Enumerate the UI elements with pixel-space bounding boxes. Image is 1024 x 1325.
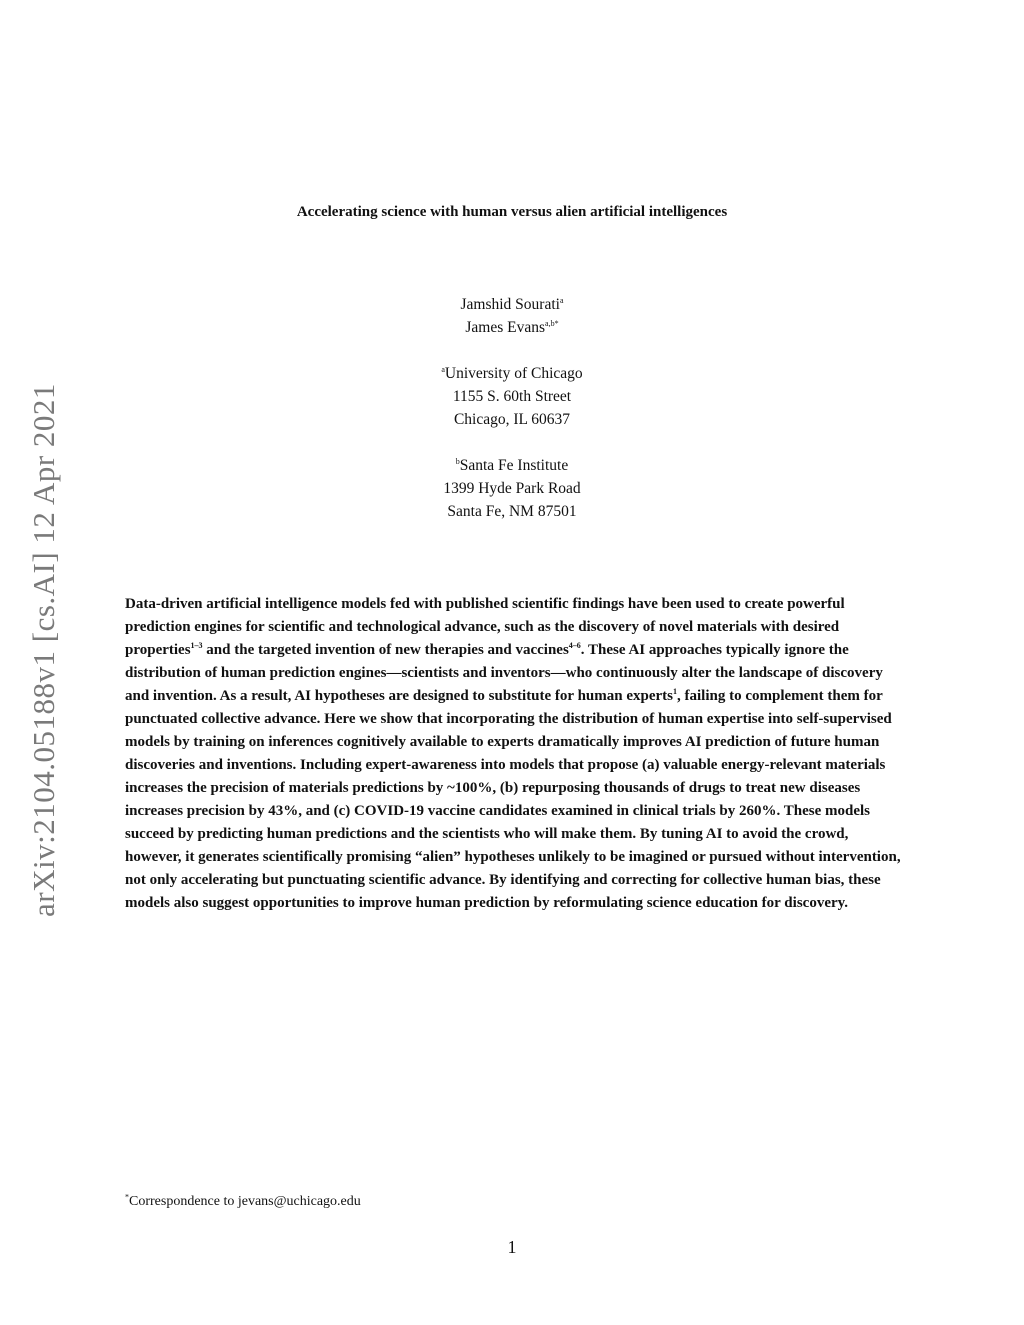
affiliation-line: 1399 Hyde Park Road bbox=[443, 480, 581, 497]
correspondence-footnote bbox=[125, 1194, 361, 1210]
page-number: 1 bbox=[507, 1237, 517, 1257]
citation-marker: 4–6 bbox=[568, 641, 581, 650]
author-item bbox=[0, 293, 1024, 316]
author-affiliation-marker: a,b* bbox=[545, 318, 559, 328]
affiliation-line: $^a$University of Chicago bbox=[441, 364, 583, 382]
affiliation-marker: a bbox=[441, 364, 445, 374]
arxiv-identifier-stamp: arXiv:2104.05188v1 [cs.AI] 12 Apr 2021 bbox=[26, 383, 61, 917]
affiliation-line: 1155 S. 60th Street bbox=[452, 388, 572, 405]
author-affiliation-marker: a bbox=[559, 295, 564, 305]
affiliation-line: Santa Fe, NM 87501 bbox=[447, 503, 577, 520]
affiliation-line: Chicago, IL 60637 bbox=[453, 411, 571, 428]
paper-title: Accelerating science with human versus alien artificial intelligences bbox=[296, 204, 728, 220]
footnote-text: Correspondence to jevans@uchicago.edu bbox=[129, 1194, 361, 1209]
affiliation-a bbox=[0, 362, 1024, 431]
citation-marker: 1 bbox=[672, 687, 677, 696]
author-item bbox=[0, 316, 1024, 339]
affiliation-b bbox=[0, 454, 1024, 523]
abstract: Data-driven artificial intelligence models fed with published scientific findings have been used to create powerful prediction engines for scientific and technological advance, such as the discovery of novel materials with desired properties$^{1-3}$ and the targeted invention of new therapies and vaccines$^{4-6}$. These AI approaches typically ignore the distribution of human prediction engines—scientists and inventors—who continuously alter the landscape of discovery and invention. As a result, AI hypotheses are designed to substitute for human experts$^1$, failing to complement them for punctuated collective advance. Here we show that incorporating the distribution of human expertise into self-supervised models by training on inferences cognitively available to experts dramatically improves AI prediction of future human discoveries and inventions. Including expert-awareness into models that propose (a) valuable energy-relevant materials increases the precision of materials predictions by ~100%, (b) repurposing thousands of drugs to treat new diseases increases precision by 43%, and (c) COVID-19 vaccine candidates examined in clinical trials by 260%. These models succeed by predicting human predictions and the scientists who will make them. By tuning AI to avoid the crowd, however, it generates scientifically promising “alien” hypotheses unlikely to be imagined or pursued without intervention, not only accelerating but punctuating scientific advance. By identifying and correcting for collective human bias, these models also suggest opportunities to improve human prediction by reformulating science education for discovery. bbox=[125, 596, 901, 911]
affiliation-marker: b bbox=[455, 456, 460, 466]
author-name: Jamshid Sourati bbox=[460, 296, 560, 313]
citation-marker: 1–3 bbox=[190, 641, 203, 650]
author-name: James Evans bbox=[465, 319, 546, 336]
affiliation-line: $^b$Santa Fe Institute bbox=[455, 456, 569, 474]
author-list bbox=[0, 293, 1024, 339]
footnote-marker: * bbox=[125, 1192, 129, 1202]
